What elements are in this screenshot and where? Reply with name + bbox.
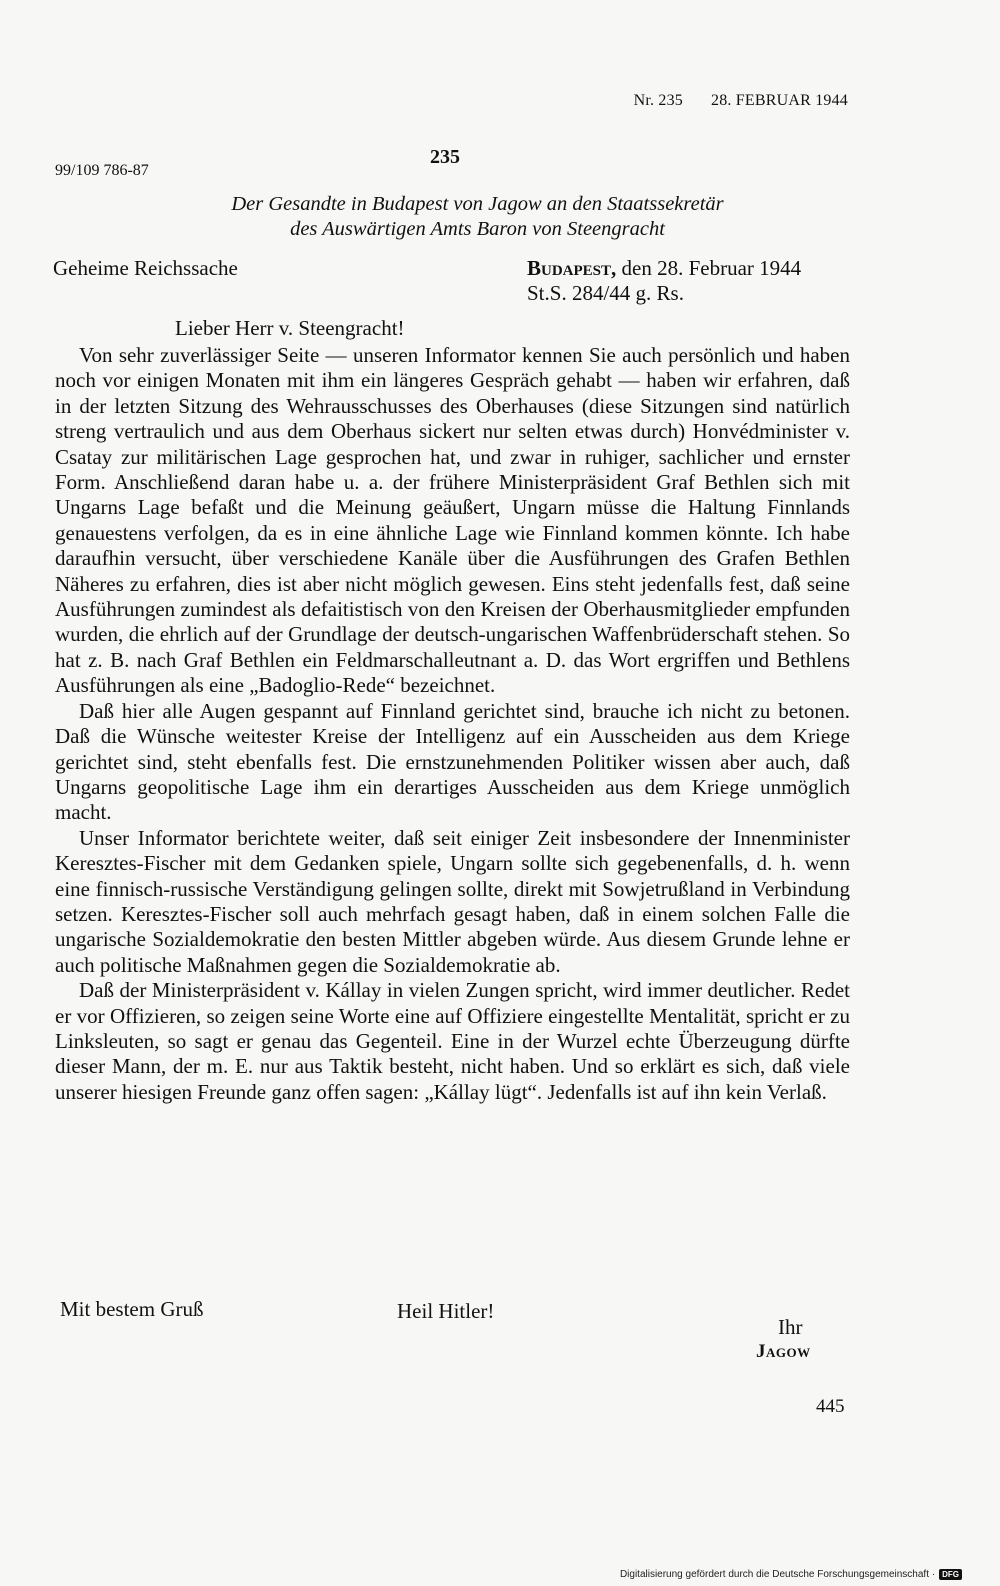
place-date-line bbox=[527, 256, 801, 281]
place-date-block bbox=[527, 256, 801, 306]
salutation: Lieber Herr v. Steengracht! bbox=[175, 316, 405, 340]
closing-greeting: Mit bestem Gruß bbox=[60, 1297, 204, 1321]
file-reference: 99/109 786-87 bbox=[55, 162, 149, 179]
signature: Jagow bbox=[756, 1341, 811, 1362]
paragraph-3: Unser Informator berichtete weiter, daß seit einiger Zeit insbesondere der Innenminister Keresztes-Fischer mit dem Gedanken spiele, Ungarn sollte sich gegebenenfalls, d. h. wenn eine finnisch-russische Verständigung gelingen sollte, direkt mit Sowjetrußland in Verbindung setzen. Keresztes-Fischer soll auch mehrfach gesagt haben, daß in einem solchen Falle die ungarische Sozialdemokratie den besten Mittler abgeben würde. Aus diesem Grunde lehne er auch politische Maßnahmen gegen die Sozialdemokratie ab. bbox=[55, 825, 850, 977]
footer-credit bbox=[620, 1569, 962, 1580]
document-number: 235 bbox=[430, 146, 460, 168]
running-head-doc-ref: Nr. 235 bbox=[633, 92, 683, 109]
closing-salute: Heil Hitler! bbox=[397, 1299, 495, 1323]
letter-body bbox=[55, 343, 850, 1105]
place-name: Budapest, bbox=[527, 256, 617, 280]
running-head bbox=[634, 92, 848, 110]
closing-ihr: Ihr bbox=[778, 1315, 803, 1339]
heading-line-1: Der Gesandte in Budapest von Jagow an den Staatssekretär bbox=[231, 193, 724, 215]
document-heading bbox=[60, 192, 895, 242]
paragraph-1: Von sehr zuverlässiger Seite — unseren Informator kennen Sie auch persönlich und haben noch vor einigen Monaten mit ihm ein längeres Gespräch gehabt — haben wir erfahren, daß in der letzten Sitzung des Wehrausschusses des Oberhauses (diese Sitzungen sind natürlich streng vertraulich und aus dem Oberhaus sickert nur selten etwas durch) Honvédminister v. Csatay zur militärischen Lage gesprochen hat, und zwar in ruhiger, sachlicher und ernster Form. Anschließend daran habe u. a. der frühere Ministerpräsident Graf Bethlen sich mit Ungarns Lage befaßt und die Meinung geäußert, Ungarn müsse die Haltung Finnlands genauestens verfolgen, da es in eine ähnliche Lage wie Finnland kommen könnte. Ich habe daraufhin versucht, über verschiedene Kanäle über die Ausführungen des Grafen Bethlen Näheres zu erfahren, dies ist aber nicht möglich gewesen. Eins steht jedenfalls fest, daß seine Ausführungen zumindest als defaitistisch von den Kreisen der Oberhausmitglieder empfunden wurden, die ehrlich auf der Grundlage der deutsch-ungarischen Waffenbrüderschaft stehen. So hat z. B. nach Graf Bethlen ein Feldmarschalleutnant a. D. das Wort ergriffen und Bethlens Ausführungen als eine „Badoglio-Rede“ bezeichnet. bbox=[55, 343, 850, 698]
footer-text: Digitalisierung gefördert durch die Deutsche Forschungsgemeinschaft · bbox=[619, 1569, 936, 1580]
paragraph-4: Daß der Ministerpräsident v. Kállay in vielen Zungen spricht, wird immer deutlicher. Redet er vor Offizieren, so zeigen seine Worte eine auf Offiziere eingestellte Mentalität, spricht er zu Linksleuten, so sagt er genau das Gegenteil. Eine in der Wurzel echte Überzeugung dürfte dieser Mann, der m. E. nur aus Taktik besteht, nicht haben. Und so erklärt es sich, daß viele unserer hiesigen Freunde ganz offen sagen: „Kállay lügt“. Jedenfalls ist auf ihn kein Verlaß. bbox=[55, 978, 850, 1104]
paragraph-2: Daß hier alle Augen gespannt auf Finnland gerichtet sind, brauche ich nicht zu betonen. Daß die Wünsche weitester Kreise der Intelligenz auf ein Ausscheiden aus dem Kriege gerichtet sind, steht ebenfalls fest. Die ernstzunehmenden Politiker wissen aber auch, daß Ungarns geopolitische Lage ihm ein derartiges Ausscheiden aus dem Kriege unmöglich macht. bbox=[55, 698, 850, 825]
reference-line: St.S. 284/44 g. Rs. bbox=[527, 281, 684, 305]
heading-line-2: des Auswärtigen Amts Baron von Steengracht bbox=[290, 218, 665, 240]
date-text: den 28. Februar 1944 bbox=[616, 256, 802, 280]
running-head-date: 28. FEBRUAR 1944 bbox=[711, 92, 848, 109]
dfg-logo-icon: DFG bbox=[939, 1569, 962, 1580]
page-number: 445 bbox=[816, 1396, 845, 1417]
classification-label: Geheime Reichssache bbox=[53, 256, 238, 280]
